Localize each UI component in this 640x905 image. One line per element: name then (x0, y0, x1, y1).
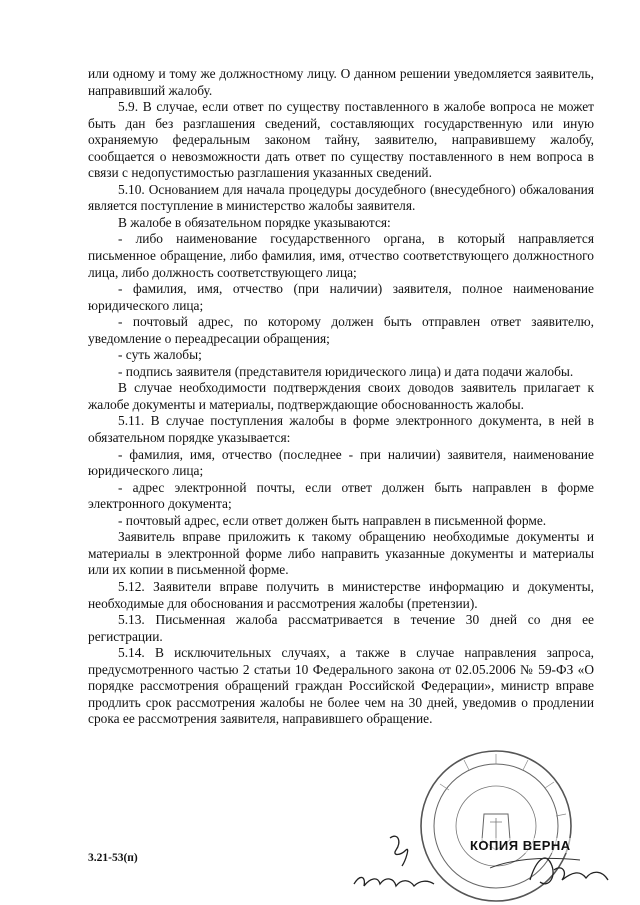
paragraph-5-9: 5.9. В случае, если ответ по существу поставленного в жалобе вопроса не может быть дан без разглашения сведений, составляющих государственную или иную охраняемую федеральным законом тайну, заявителю, направившему жалобу, сообщается о невозможности дать ответ по существу поставленного в нем вопроса в связи с недопустимостью разглашения указанных сведений. (88, 99, 594, 181)
list-item-name: - фамилия, имя, отчество (при наличии) заявителя, полное наименование юридического лица; (88, 281, 594, 313)
document-body (88, 66, 594, 728)
list-item-authority: - либо наименование государственного органа, в который направляется письменное обращение, либо фамилия, имя, отчество соответствующего должностного лица, либо должность соответствующего лица; (88, 231, 594, 280)
list-item-signature: - подпись заявителя (представителя юридического лица) и дата подачи жалобы. (118, 363, 574, 379)
handwritten-signatures (340, 820, 630, 900)
paragraph-5-12: 5.12. Заявители вправе получить в министерстве информацию и документы, необходимые для обоснования и рассмотрения жалобы (претензии). (88, 578, 594, 611)
paragraph-5-10: 5.10. Основанием для начала процедуры досудебного (внесудебного) обжалования является поступление в министерство жалобы заявителя. (88, 181, 594, 214)
list-item-essence: - суть жалобы; (118, 347, 202, 363)
paragraph-0: или одному и тому же должностному лицу. О данном решении уведомляется заявитель, направивший жалобу. (88, 66, 594, 98)
list-item-postal: - почтовый адрес, по которому должен быть отправлен ответ заявителю, уведомление о переадресации обращения; (88, 314, 594, 346)
paragraph-5-14: 5.14. В исключительных случаях, а также в случае направления запроса, предусмотренного частью 2 статьи 10 Федерального закона от 02.05.2006 № 59-ФЗ «О порядке рассмотрения обращений граждан Российской Федерации», министр вправе продлить срок рассмотрения жалобы не более чем на 30 дней, уведомив о продлении срока ее рассмотрения заявителя, направившего обращение. (88, 645, 594, 727)
list-item-e-postal: - почтовый адрес, если ответ должен быть направлен в письменной форме. (118, 512, 547, 528)
paragraph-5-13: 5.13. Письменная жалоба рассматривается в течение 30 дней со дня ее регистрации. (88, 612, 594, 644)
paragraph-list-intro: В жалобе в обязательном порядке указываются: (118, 214, 391, 230)
paragraph-5-11: 5.11. В случае поступления жалобы в форме электронного документа, в ней в обязательном порядке указывается: (88, 413, 594, 446)
paragraph-e-attachments: Заявитель вправе приложить к такому обращению необходимые документы и материалы в электронной форме либо направить указанные документы и материалы или их копии в письменной форме. (88, 529, 594, 578)
list-item-e-name: - фамилия, имя, отчество (последнее - при наличии) заявителя, наименование юридического лица; (88, 446, 594, 479)
copy-verified-stamp: КОПИЯ ВЕРНА (470, 838, 571, 853)
paragraph-attachments: В случае необходимости подтверждения своих доводов заявитель прилагает к жалобе документы и материалы, подтверждающие обоснованность жалобы. (88, 380, 594, 412)
list-item-e-email: - адрес электронной почты, если ответ должен быть направлен в форме электронного документа; (88, 479, 594, 512)
footer-code: 3.21-53(п) (88, 852, 138, 864)
